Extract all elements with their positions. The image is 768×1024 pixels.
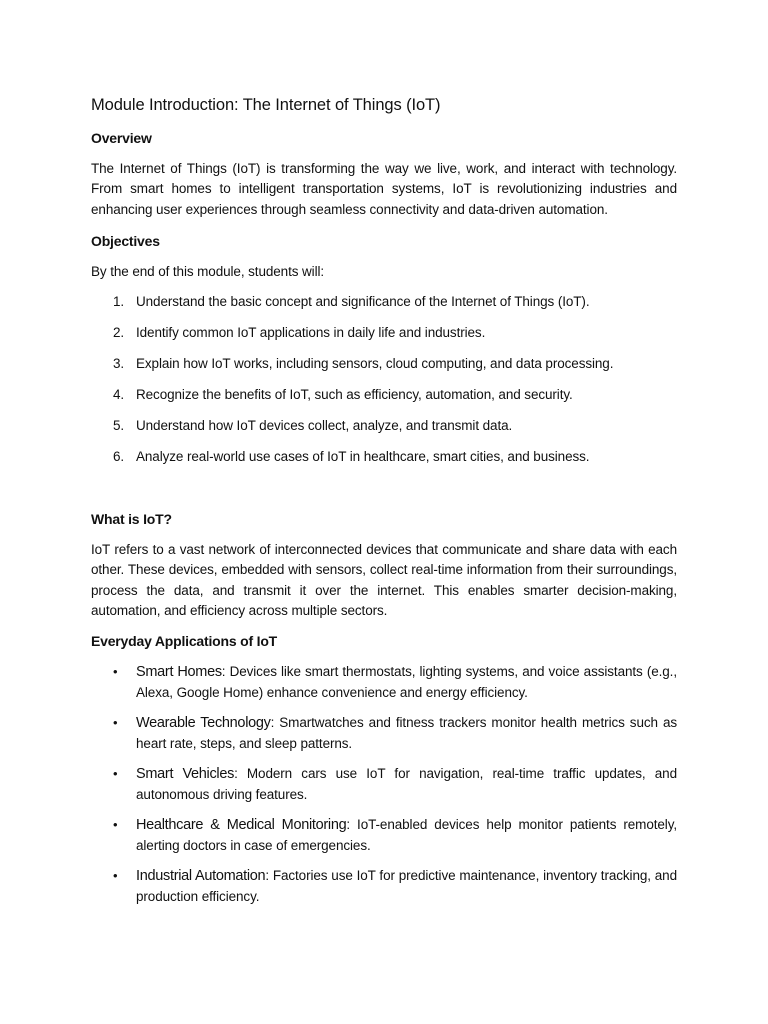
applications-heading: Everyday Applications of IoT bbox=[91, 633, 278, 650]
objectives-intro: By the end of this module, students will: bbox=[91, 263, 325, 279]
objective-text: Understand the basic concept and significance of the Internet of Things (IoT). bbox=[136, 294, 590, 310]
bullet-icon: • bbox=[113, 868, 118, 884]
objective-text: Explain how IoT works, including sensors, cloud computing, and data processing. bbox=[136, 356, 614, 372]
objective-item bbox=[91, 447, 677, 467]
what-is-iot-heading: What is IoT? bbox=[91, 511, 172, 528]
objective-text: Recognize the benefits of IoT, such as efficiency, automation, and security. bbox=[136, 387, 573, 403]
bullet-icon: • bbox=[113, 715, 118, 731]
application-desc: : Modern cars use IoT for navigation, real-time traffic updates, and autonomous driving features. bbox=[136, 766, 677, 802]
document-page bbox=[91, 95, 677, 907]
objective-text: Understand how IoT devices collect, analyze, and transmit data. bbox=[136, 418, 513, 434]
objective-text: Analyze real-world use cases of IoT in healthcare, smart cities, and business. bbox=[136, 449, 590, 465]
objectives-list bbox=[91, 292, 677, 467]
objective-number: 3. bbox=[113, 356, 125, 372]
bullet-icon: • bbox=[113, 766, 118, 782]
objective-item bbox=[91, 385, 677, 405]
objective-number: 5. bbox=[113, 418, 125, 434]
application-term: Industrial Automation bbox=[136, 868, 266, 885]
application-term: Healthcare & Medical Monitoring bbox=[136, 817, 347, 834]
application-item bbox=[91, 815, 677, 856]
application-desc: : Devices like smart thermostats, lighting systems, and voice assistants (e.g., Alexa, Google Home) enhance convenience and energy efficiency. bbox=[136, 664, 677, 700]
application-desc: : Factories use IoT for predictive maintenance, inventory tracking, and production efficiency. bbox=[136, 868, 678, 904]
application-term: Smart Vehicles bbox=[136, 766, 235, 783]
objective-number: 6. bbox=[113, 449, 125, 465]
application-item bbox=[91, 866, 677, 907]
bullet-icon: • bbox=[113, 664, 118, 680]
objective-number: 2. bbox=[113, 325, 125, 341]
application-item bbox=[91, 662, 677, 703]
document-title: Module Introduction: The Internet of Things (IoT) bbox=[91, 96, 441, 114]
application-term: Wearable Technology bbox=[136, 715, 271, 732]
overview-heading: Overview bbox=[91, 130, 152, 146]
bullet-icon: • bbox=[113, 817, 118, 833]
application-item bbox=[91, 764, 677, 805]
objective-number: 4. bbox=[113, 387, 125, 403]
application-desc: : Smartwatches and fitness trackers monitor health metrics such as heart rate, steps, and sleep patterns. bbox=[136, 715, 677, 751]
objective-item bbox=[91, 292, 677, 312]
application-term: Smart Homes bbox=[136, 664, 222, 681]
overview-paragraph: The Internet of Things (IoT) is transforming the way we live, work, and interact with technology. From smart homes to intelligent transportation systems, IoT is revolutionizing industries and enhancing user experiences through seamless connectivity and data-driven automation. bbox=[91, 161, 677, 217]
objective-number: 1. bbox=[113, 294, 125, 310]
application-item bbox=[91, 713, 677, 754]
objectives-heading: Objectives bbox=[91, 232, 160, 249]
application-desc: : IoT-enabled devices help monitor patients remotely, alerting doctors in case of emergencies. bbox=[136, 817, 677, 853]
what-is-iot-paragraph: IoT refers to a vast network of interconnected devices that communicate and share data with each other. These devices, embedded with sensors, collect real-time information from their surroundings, process the data, and transmit it over the internet. This enables smarter decision-making, automation, and efficiency across multiple sectors. bbox=[91, 542, 677, 619]
objective-item bbox=[91, 416, 677, 436]
objective-item bbox=[91, 354, 677, 374]
objective-item bbox=[91, 323, 677, 343]
applications-list bbox=[91, 662, 677, 907]
objective-text: Identify common IoT applications in daily life and industries. bbox=[136, 325, 486, 341]
